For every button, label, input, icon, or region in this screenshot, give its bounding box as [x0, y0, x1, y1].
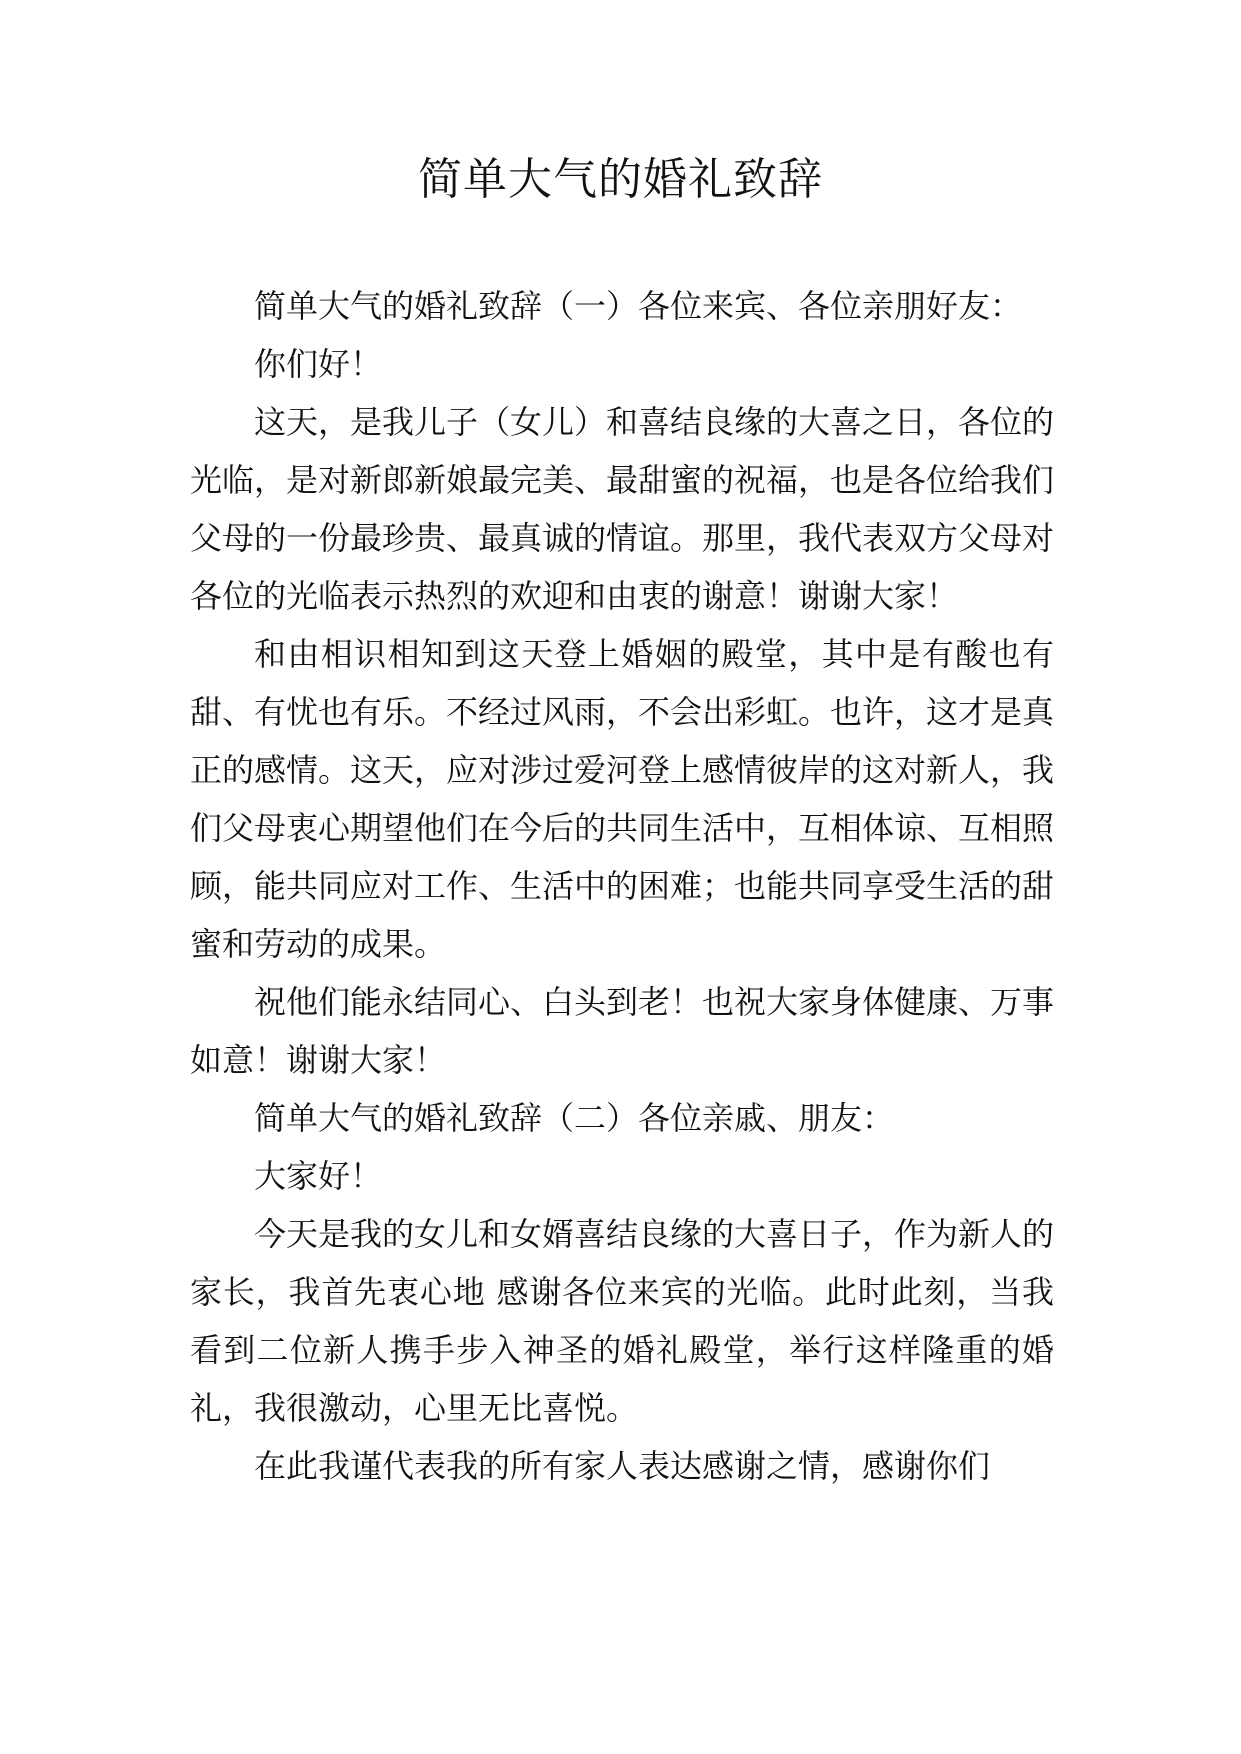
document-body: [190, 277, 1054, 1495]
paragraph: 你们好！: [254, 345, 383, 383]
paragraph: 今天是我的女儿和女婿喜结良缘的大喜日子，作为新人的家长，我首先衷心地 感谢各位来宾的光临。此时此刻，当我看到二位新人携手步入神圣的婚礼殿堂，举行这样隆重的婚礼，我很激动，心里无比喜悦。: [190, 1215, 1055, 1427]
paragraph: 简单大气的婚礼致辞（一）各位来宾、各位亲朋好友：: [254, 287, 1023, 325]
paragraph: 祝他们能永结同心、白头到老！也祝大家身体健康、万事如意！谢谢大家！: [190, 983, 1055, 1079]
paragraph: 这天，是我儿子（女儿）和喜结良缘的大喜之日，各位的光临，是对新郎新娘最完美、最甜蜜的祝福，也是各位给我们父母的一份最珍贵、最真诚的情谊。那里，我代表双方父母对各位的光临表示热烈的欢迎和由衷的谢意！谢谢大家！: [190, 403, 1055, 615]
paragraph: 大家好！: [254, 1157, 383, 1195]
paragraph: 和由相识相知到这天登上婚姻的殿堂，其中是有酸也有甜、有忧也有乐。不经过风雨，不会出彩虹。也许，这才是真正的感情。这天，应对涉过爱河登上感情彼岸的这对新人，我们父母衷心期望他们在今后的共同生活中，互相体谅、互相照顾，能共同应对工作、生活中的困难；也能共同享受生活的甜蜜和劳动的成果。: [190, 635, 1055, 963]
paragraph: 简单大气的婚礼致辞（二）各位亲戚、朋友：: [254, 1099, 895, 1137]
paragraph: 在此我谨代表我的所有家人表达感谢之情，感谢你们: [254, 1447, 991, 1485]
document-title: 简单大气的婚礼致辞: [418, 154, 823, 205]
